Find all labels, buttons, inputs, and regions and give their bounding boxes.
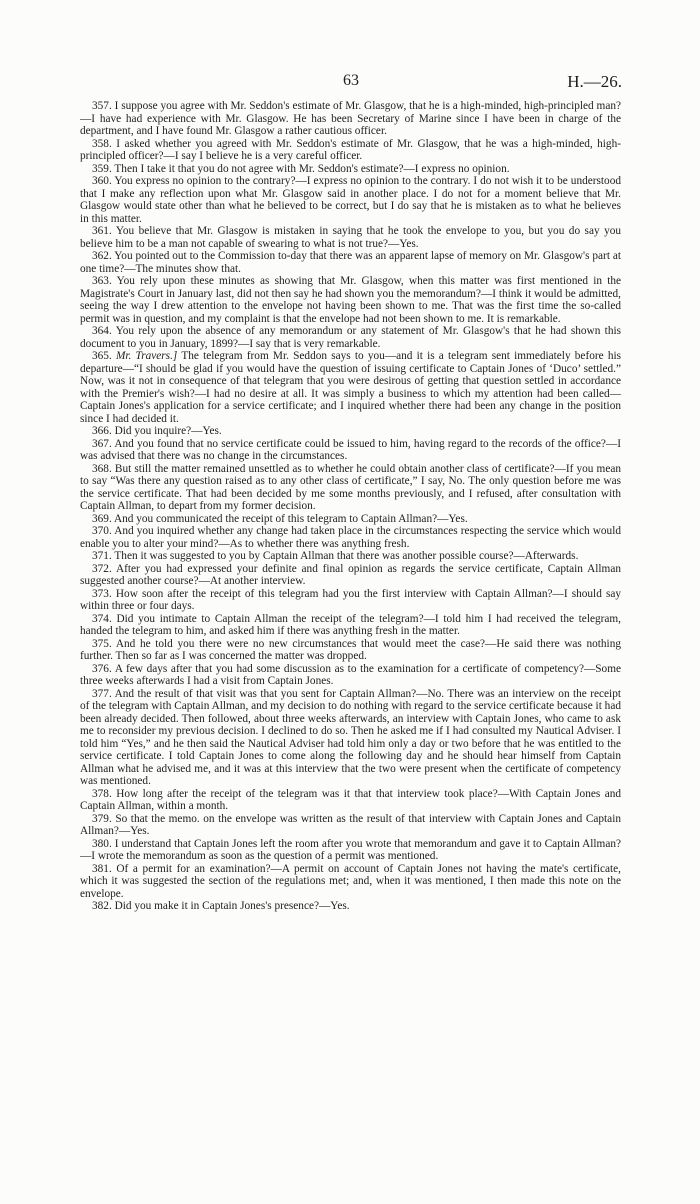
question-number: 369.: [92, 512, 112, 525]
paragraph-text: I suppose you agree with Mr. Seddon's estimate of Mr. Glasgow, that he is a high-minded, high-principled man?—I have had experience with Mr. Glasgow. He has been Secretary of Marine since I have been in charge of the department, and I have found Mr. Glasgow a rather cautious officer.: [80, 100, 621, 137]
paragraph-text: A few days after that you had some discussion as to the examination for a certificate of competency?—Some three weeks afterwards I had a visit from Captain Jones.: [80, 662, 621, 687]
question-number: 368.: [92, 462, 112, 475]
paragraph-text: You believe that Mr. Glasgow is mistaken in saying that he took the envelope to you, but you do say you believe him to be a man not capable of swearing to what is not true?—Yes.: [80, 225, 622, 250]
document-reference: H.—26.: [567, 72, 622, 91]
testimony-paragraph: [80, 525, 621, 550]
speaker-prefix: Mr. Travers.]: [115, 350, 178, 362]
paragraph-text: And you communicated the receipt of this telegram to Captain Allman?—Yes.: [113, 512, 468, 525]
testimony-paragraph: [80, 550, 621, 563]
question-number: 374.: [92, 612, 112, 625]
testimony-paragraph: [80, 138, 621, 163]
testimony-paragraph: [80, 463, 621, 513]
paragraph-text: You pointed out to the Commission to-day that there was an apparent lapse of memory on Mr. Glasgow's part at one time?—The minutes show that.: [80, 250, 621, 275]
paragraph-text: I understand that Captain Jones left the room after you wrote that memorandum and gave it to Captain Allman?—I wrote the memorandum as soon as the question of a permit was mentioned.: [80, 837, 622, 862]
paragraph-text: And you inquired whether any change had taken place in the circumstances respecting the service which would enable you to alter your mind?—As to whether there was anything fresh.: [80, 525, 621, 550]
paragraph-text: Of a permit for an examination?—A permit on account of Captain Jones not having the mate's certificate, which it was suggested the section of the regulations met; and, when it was mentioned, I then made this note on the envelope.: [80, 862, 621, 900]
paragraph-text: Did you make it in Captain Jones's presence?—Yes.: [114, 900, 350, 912]
question-number: 357.: [92, 100, 112, 112]
page-header: [80, 72, 622, 92]
question-number: 358.: [92, 137, 112, 150]
question-number: 380.: [92, 837, 112, 850]
testimony-paragraph: [80, 863, 621, 901]
testimony-paragraph: [80, 175, 621, 225]
question-number: 378.: [92, 787, 112, 800]
question-number: 367.: [92, 437, 112, 450]
question-number: 365.: [92, 350, 112, 362]
paragraph-text: You rely upon these minutes as showing that Mr. Glasgow, when this matter was first mentioned in the Magistrate's Court in January last, did not then say he had shown you the memorandum?—I think it would be admitted, seeing the way I drew attention to the envelope not having been shown to me. That was the first time the so-called permit was in question, and my complaint is that the envelope had not been shown to me. It is remarkable.: [80, 275, 621, 325]
testimony-paragraph: [80, 900, 621, 913]
testimony-paragraph: [80, 275, 621, 325]
testimony-paragraph: [80, 838, 621, 863]
testimony-paragraph: [80, 613, 621, 638]
document-body: [80, 100, 621, 913]
paragraph-text: After you had expressed your definite and final opinion as regards the service certificate, Captain Allman suggested another course?—At another interview.: [80, 562, 621, 587]
testimony-paragraph: [80, 563, 621, 588]
paragraph-text: I asked whether you agreed with Mr. Seddon's estimate of Mr. Glasgow, that he was a high-minded, high-principled officer?—I say I believe he is a very careful officer.: [80, 137, 621, 162]
question-number: 371.: [92, 550, 112, 562]
question-number: 363.: [92, 275, 112, 287]
question-number: 379.: [92, 812, 112, 825]
question-number: 373.: [92, 587, 112, 600]
testimony-paragraph: [80, 688, 621, 788]
paragraph-text: And you found that no service certificate could be issued to him, having regard to the records of the office?—I was advised that there was no change in the circumstances.: [80, 437, 621, 462]
testimony-paragraph: [80, 350, 621, 425]
testimony-paragraph: [80, 100, 621, 138]
testimony-paragraph: [80, 438, 621, 463]
question-number: 377.: [92, 687, 112, 700]
page-number: 63: [343, 72, 359, 89]
paragraph-text: But still the matter remained unsettled as to whether he could obtain another class of certificate?—If you mean to say “Was there any question raised as to any other class of certificate,” I say, No. The only question before me was the service certificate. That had been decided by me some months previously, and I refused, after consultation with Captain Allman, to depart from my former decision.: [80, 462, 622, 512]
paragraph-text: Then I take it that you do not agree with Mr. Seddon's estimate?—I express no opinion.: [114, 162, 510, 175]
question-number: 372.: [92, 562, 112, 575]
testimony-paragraph: [80, 163, 621, 176]
question-number: 381.: [92, 862, 112, 875]
testimony-paragraph: [80, 813, 621, 838]
testimony-paragraph: [80, 250, 621, 275]
question-number: 360.: [92, 175, 112, 187]
paragraph-text: And the result of that visit was that you sent for Captain Allman?—No. There was an interview on the receipt of the telegram with Captain Allman, and my decision to do nothing with regard to the service certificate because it had been already decided. Then followed, about three weeks afterwards, an interview with Captain Jones, who came to ask me to reconsider my previous decision. I declined to do so. Then he asked me if I had consulted my Nautical Adviser. I told him “Yes,” and he then said the Nautical Adviser had told him only a day or two before that he was entitled to the service certificate. I told Captain Jones to come along the following day and he should hear himself from Captain Allman what he advised me, and it was at this interview that the two were present when the certificate of competency was mentioned.: [80, 687, 621, 787]
question-number: 364.: [92, 325, 112, 337]
testimony-paragraph: [80, 325, 621, 350]
testimony-paragraph: [80, 788, 621, 813]
question-number: 382.: [92, 900, 112, 912]
testimony-paragraph: [80, 638, 621, 663]
question-number: 376.: [92, 662, 112, 675]
paragraph-text: How soon after the receipt of this telegram had you the first interview with Captain Allman?—I should say within three or four days.: [80, 587, 622, 612]
question-number: 359.: [92, 162, 112, 175]
paragraph-text: Did you inquire?—Yes.: [114, 425, 222, 437]
paragraph-text: You rely upon the absence of any memorandum or any statement of Mr. Glasgow's that he had shown this document to you in January, 1899?—I say that is very remarkable.: [80, 325, 622, 350]
question-number: 361.: [92, 225, 112, 237]
question-number: 366.: [92, 425, 112, 437]
question-number: 362.: [92, 250, 112, 262]
question-number: 375.: [92, 637, 112, 650]
testimony-paragraph: [80, 225, 621, 250]
testimony-paragraph: [80, 425, 621, 438]
paragraph-text: You express no opinion to the contrary?—I express no opinion to the contrary. I do not wish it to be understood that I make any reflection upon what Mr. Glasgow said in another place. I do not for a moment believe that Mr. Glasgow would state other than what he believed to be correct, but I do say that he is mistaken as to what he believes in this matter.: [80, 175, 622, 225]
paragraph-text: The telegram from Mr. Seddon says to you—and it is a telegram sent immediately before his departure—“I should be glad if you would have the question of issuing certificate to Captain Jones of ‘Duco’ settled.” Now, was it not in consequence of that telegram that you were desirous of getting that question settled in accordance with the Premier's wish?—I had no desire at all. It was simply a business to which my attention had been called—Captain Jones's application for a service certificate; and I inquired whether there had been any change in the position since I had decided it.: [80, 350, 622, 425]
testimony-paragraph: [80, 588, 621, 613]
paragraph-text: How long after the receipt of the telegram was it that that interview took place?—With Captain Jones and Captain Allman, within a month.: [80, 787, 622, 812]
testimony-paragraph: [80, 663, 621, 688]
paragraph-text: And he told you there were no new circumstances that would meet the case?—He said there was nothing further. Then so far as I was concerned the matter was dropped.: [80, 637, 621, 662]
paragraph-text: So that the memo. on the envelope was written as the result of that interview with Captain Jones and Captain Allman?—Yes.: [80, 812, 621, 837]
testimony-paragraph: [80, 513, 621, 526]
paragraph-text: Then it was suggested to you by Captain Allman that there was another possible course?—Afterwards.: [114, 550, 579, 562]
question-number: 370.: [92, 525, 112, 537]
paragraph-text: Did you intimate to Captain Allman the receipt of the telegram?—I told him I had received the telegram, handed the telegram to him, and asked him if there was anything fresh in the matter.: [80, 612, 622, 637]
